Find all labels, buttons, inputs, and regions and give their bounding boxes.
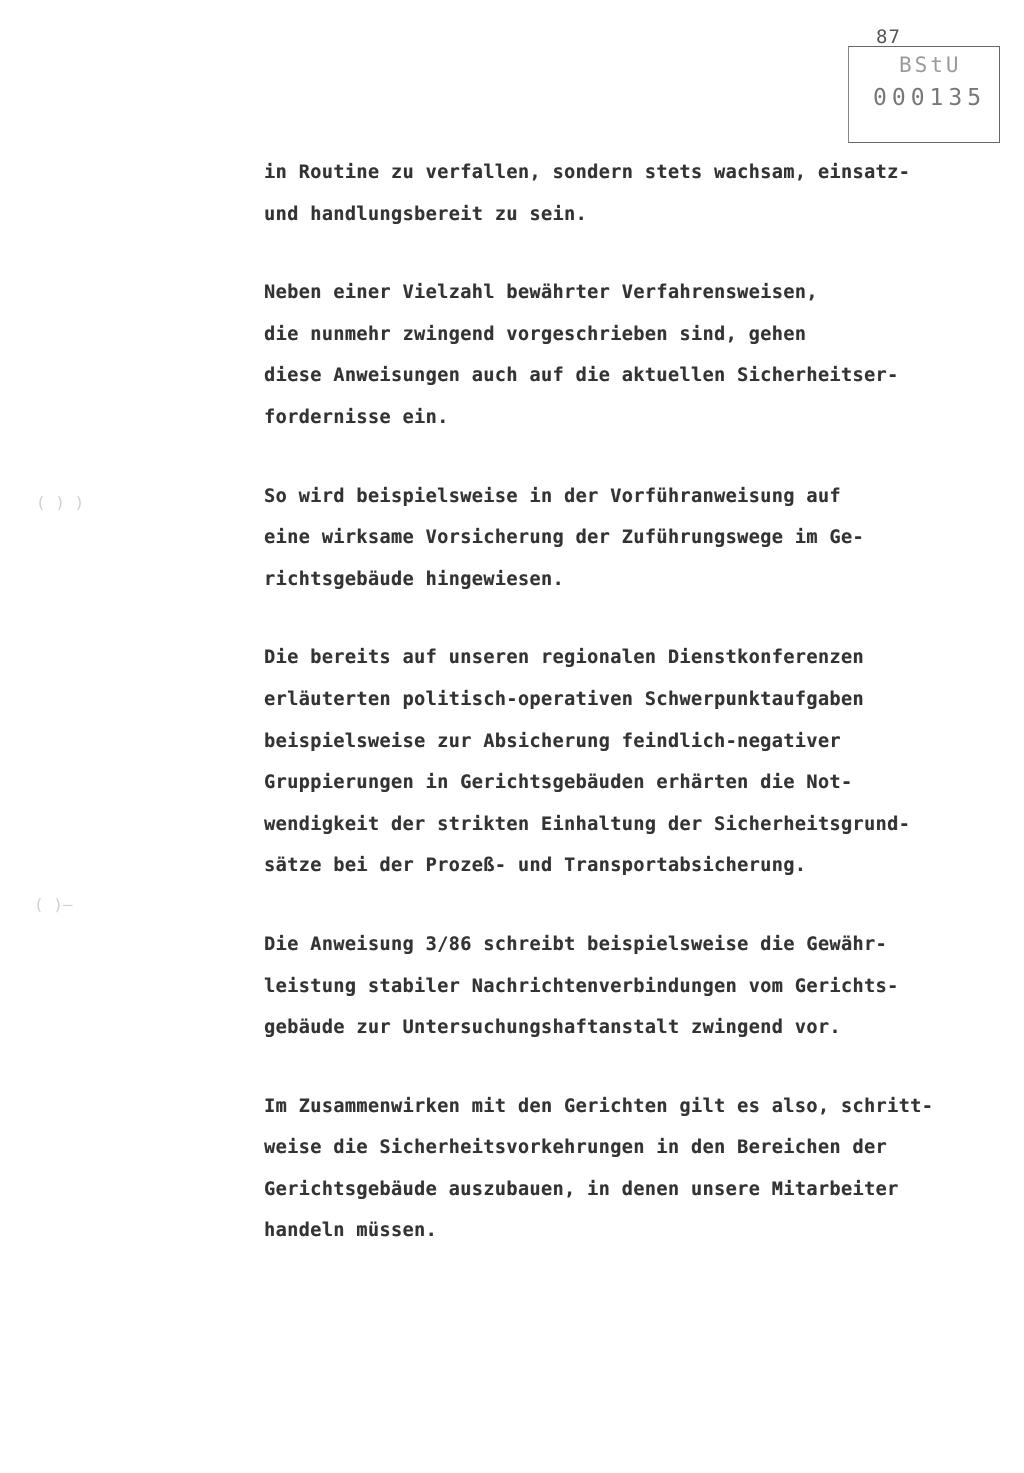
page-number: 87 <box>876 26 901 48</box>
text-line: gebäude zur Untersuchungshaftanstalt zwingend vor. <box>264 1017 841 1039</box>
text-line: erläuterten politisch-operativen Schwerpunktaufgaben <box>264 688 864 710</box>
margin-mark: ( ) ) <box>36 493 85 512</box>
text-line: richtsgebäude hingewiesen. <box>264 568 564 590</box>
text-line: Im Zusammenwirken mit den Gerichten gilt es also, schritt- <box>264 1095 934 1117</box>
stamp-number: 000135 <box>873 85 987 111</box>
paragraph <box>264 1086 984 1252</box>
paragraph <box>264 272 984 438</box>
paragraph <box>264 152 984 235</box>
text-line: leistung stabiler Nachrichtenverbindungen vom Gerichts- <box>264 975 899 997</box>
text-line: beispielsweise zur Absicherung feindlich-negativer <box>264 730 841 752</box>
body-text <box>264 152 984 1289</box>
text-line: Die bereits auf unseren regionalen Dienstkonferenzen <box>264 647 864 669</box>
archive-stamp <box>848 46 1000 143</box>
text-line: Gerichtsgebäude auszubauen, in denen unsere Mitarbeiter <box>264 1178 899 1200</box>
text-line: Gruppierungen in Gerichtsgebäuden erhärten die Not- <box>264 772 853 794</box>
text-line: fordernisse ein. <box>264 406 449 428</box>
text-line: die nunmehr zwingend vorgeschrieben sind, gehen <box>264 323 807 345</box>
text-line: Die Anweisung 3/86 schreibt beispielsweise die Gewähr- <box>264 933 888 955</box>
text-line: So wird beispielsweise in der Vorführanweisung auf <box>264 485 841 507</box>
text-line: handeln müssen. <box>264 1220 438 1242</box>
paragraph <box>264 637 984 887</box>
text-line: wendigkeit der strikten Einhaltung der Sicherheitsgrund- <box>264 813 911 835</box>
text-line: eine wirksame Vorsicherung der Zuführungswege im Ge- <box>264 527 864 549</box>
text-line: und handlungsbereit zu sein. <box>264 203 588 225</box>
paragraph <box>264 924 984 1049</box>
text-line: Neben einer Vielzahl bewährter Verfahrensweisen, <box>264 282 818 304</box>
text-line: weise die Sicherheitsvorkehrungen in den Bereichen der <box>264 1137 888 1159</box>
text-line: sätze bei der Prozeß- und Transportabsicherung. <box>264 855 807 877</box>
text-line: in Routine zu verfallen, sondern stets wachsam, einsatz- <box>264 162 911 183</box>
stamp-org: BStU <box>899 53 962 77</box>
margin-mark: ( )— <box>34 895 73 914</box>
text-line: diese Anweisungen auch auf die aktuellen Sicherheitser- <box>264 365 899 387</box>
paragraph <box>264 476 984 601</box>
